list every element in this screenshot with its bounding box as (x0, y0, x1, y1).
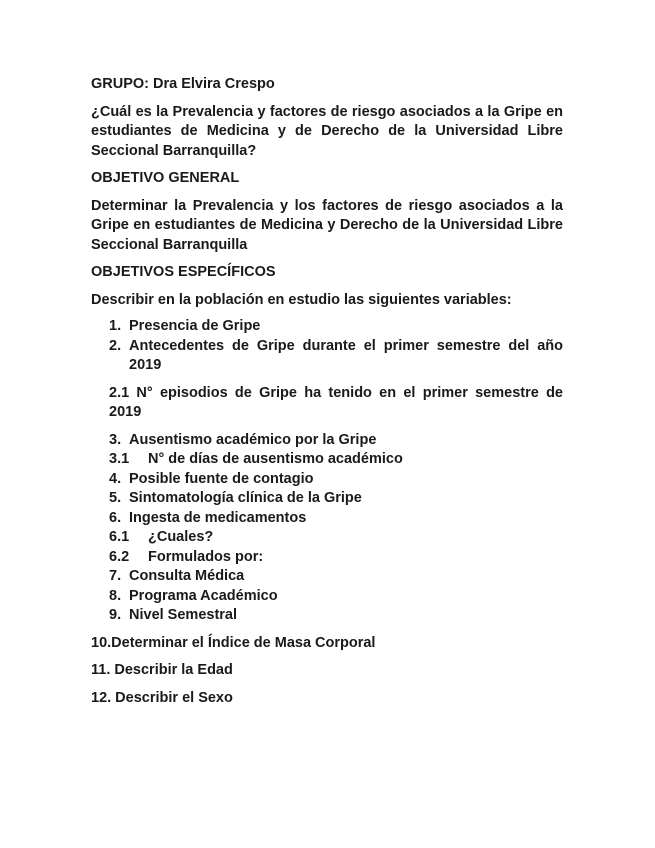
document-page (91, 75, 563, 708)
list-item-text: Antecedentes de Gripe durante el primer semestre del año 2019 (129, 337, 563, 373)
list-item (91, 528, 563, 548)
sub-item-2-1: 2.1 N° episodios de Gripe ha tenido en el primer semestre de 2019 (109, 384, 563, 420)
item-12: 12. Describir el Sexo (91, 689, 233, 706)
specific-objectives-heading: OBJETIVOS ESPECÍFICOS (91, 264, 276, 280)
list-item-number: 6.1 (109, 529, 130, 545)
list-item (91, 470, 563, 490)
list-item-text: Nivel Semestral (129, 607, 238, 623)
list-item-number: 9. (109, 607, 122, 623)
group-line: GRUPO: Dra Elvira Crespo (91, 76, 275, 92)
item-10: 10.Determinar el Índice de Masa Corporal (91, 634, 376, 651)
list-item (91, 337, 563, 376)
research-question: ¿Cuál es la Prevalencia y factores de riesgo asociados a la Gripe en estudiantes de Medicina y de Derecho de la Universidad Libre Seccional Barranquilla? (91, 103, 563, 159)
list-item (91, 509, 563, 529)
list-item (91, 567, 563, 587)
list-item-number: 6.2 (109, 548, 130, 565)
list-item-number: 6. (109, 509, 122, 526)
list-item (91, 489, 563, 509)
list-item-number: 2. (109, 337, 122, 354)
list-item-text: Programa Académico (129, 587, 278, 604)
list-item (91, 431, 563, 451)
list-item-text: Consulta Médica (129, 568, 245, 584)
list-item-text: Posible fuente de contagio (129, 470, 314, 487)
list-item-text: Formulados por: (148, 548, 264, 565)
list-item (91, 317, 563, 337)
list-item-number: 4. (109, 470, 122, 487)
list-item-number: 3.1 (109, 451, 130, 467)
list-item-text: Sintomatología clínica de la Gripe (129, 490, 362, 506)
list-item-number: 1. (109, 318, 122, 334)
item-11: 11. Describir la Edad (91, 662, 233, 678)
list-item-text: Ingesta de medicamentos (129, 509, 307, 526)
general-objective-text: Determinar la Prevalencia y los factores de riesgo asociados a la Gripe en estudiantes de Medicina y Derecho de la Universidad Libre Seccional Barranquilla (91, 197, 563, 253)
numbered-list-b (91, 431, 563, 626)
list-item-text: ¿Cuales? (148, 529, 214, 545)
general-objective-heading: OBJETIVO GENERAL (91, 170, 240, 186)
list-item-number: 3. (109, 431, 122, 448)
specific-objectives-intro: Describir en la población en estudio las siguientes variables: (91, 291, 512, 308)
list-item-text: Presencia de Gripe (129, 318, 261, 334)
list-item-text: N° de días de ausentismo académico (148, 451, 403, 467)
list-item (91, 606, 563, 626)
list-item (91, 450, 563, 470)
list-item-number: 5. (109, 490, 122, 506)
numbered-list-a (91, 317, 563, 376)
list-item (91, 548, 563, 568)
list-item-text: Ausentismo académico por la Gripe (129, 431, 377, 448)
list-item-number: 7. (109, 568, 122, 584)
list-item-number: 8. (109, 587, 122, 604)
list-item (91, 587, 563, 607)
